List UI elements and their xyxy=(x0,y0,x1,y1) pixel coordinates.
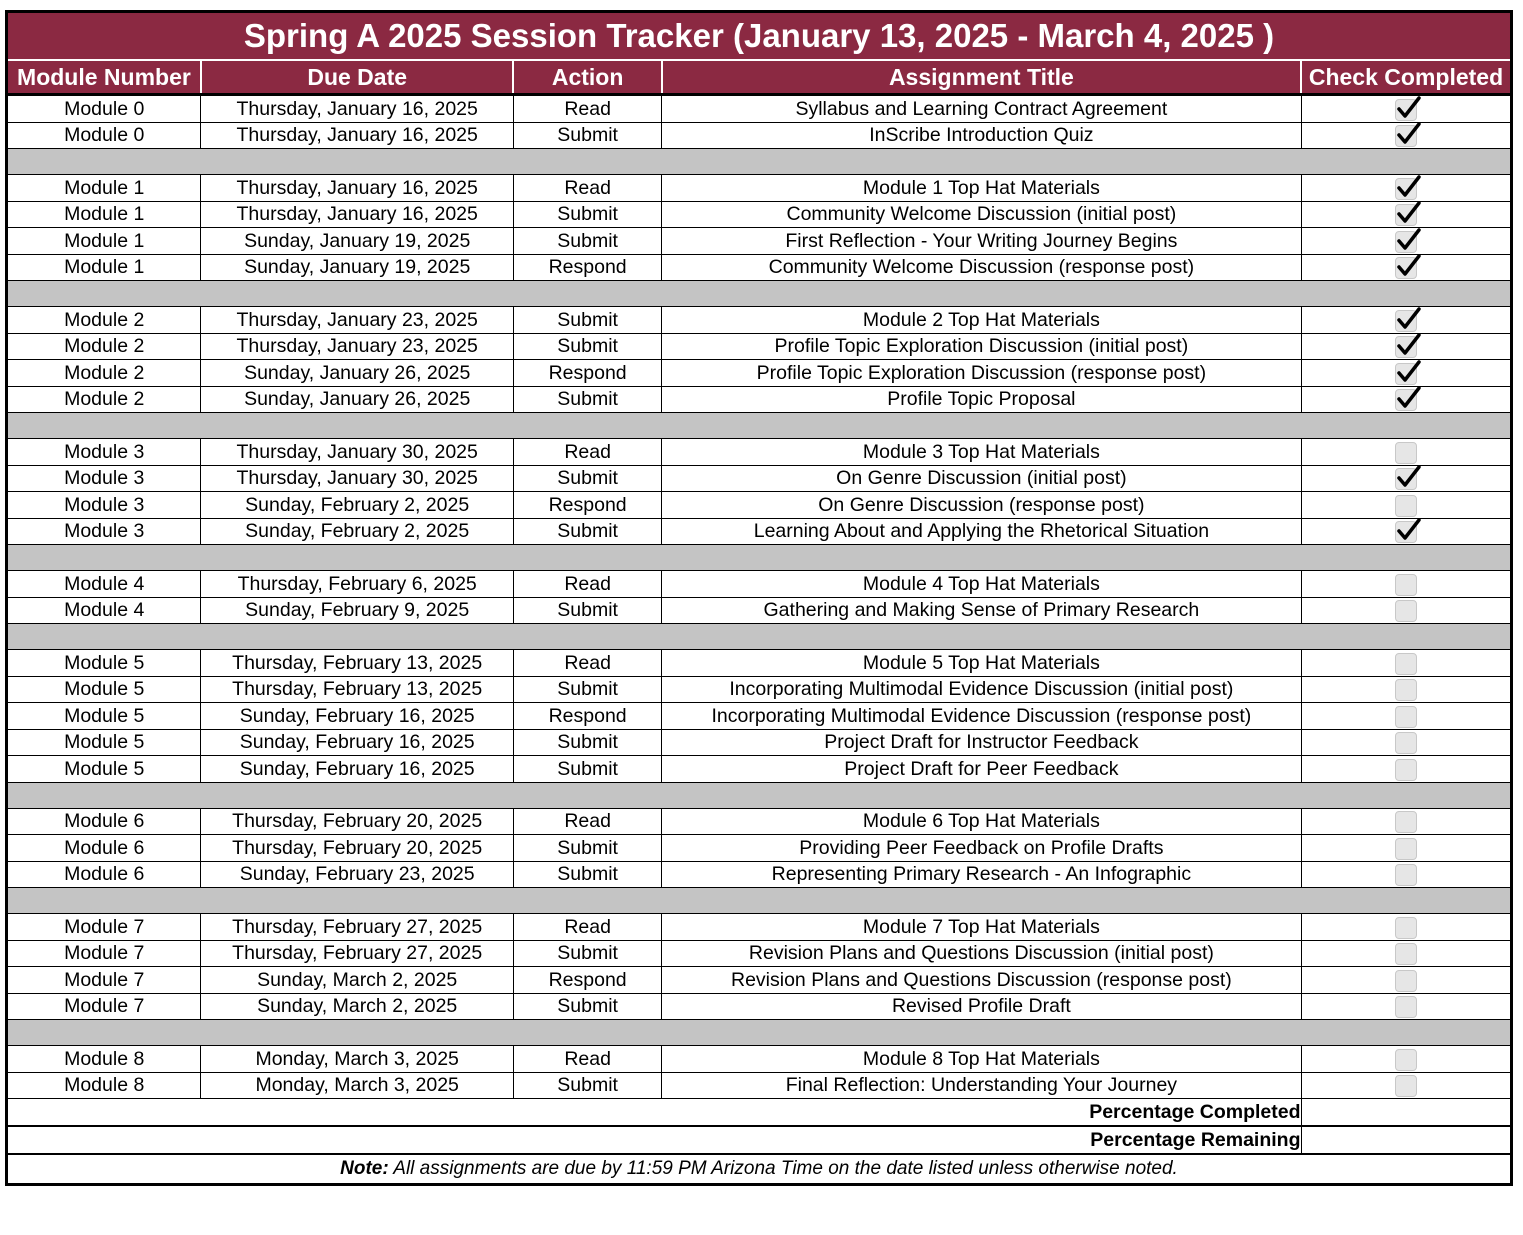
table-row xyxy=(7,307,1512,334)
completed-checkbox[interactable] xyxy=(1395,811,1417,833)
due-date-cell: Sunday, January 26, 2025 xyxy=(201,386,514,413)
checkmark-icon xyxy=(1396,175,1422,200)
completed-checkbox[interactable] xyxy=(1395,996,1417,1018)
completed-checkbox[interactable] xyxy=(1395,442,1417,464)
module-number-cell: Module 4 xyxy=(7,571,201,598)
percentage-completed-label: Percentage Completed xyxy=(7,1099,1302,1127)
checkmark-icon xyxy=(1396,201,1422,226)
due-date-cell: Sunday, March 2, 2025 xyxy=(201,993,514,1020)
action-cell: Submit xyxy=(513,465,661,492)
table-row xyxy=(7,835,1512,862)
check-completed-cell xyxy=(1301,518,1512,545)
module-separator xyxy=(7,888,1512,914)
completed-checkbox[interactable] xyxy=(1395,231,1417,253)
action-cell: Respond xyxy=(513,967,661,994)
column-header-assignment-title: Assignment Title xyxy=(662,60,1301,95)
check-completed-cell xyxy=(1301,967,1512,994)
module-number-cell: Module 1 xyxy=(7,254,201,281)
note-text: All assignments are due by 11:59 PM Arizona Time on the date listed unless otherwise noted. xyxy=(388,1158,1178,1179)
completed-checkbox[interactable] xyxy=(1395,521,1417,543)
table-row xyxy=(7,940,1512,967)
check-completed-cell xyxy=(1301,175,1512,202)
completed-checkbox[interactable] xyxy=(1395,495,1417,517)
module-number-cell: Module 5 xyxy=(7,676,201,703)
due-date-cell: Thursday, February 20, 2025 xyxy=(201,808,514,835)
table-row xyxy=(7,1046,1512,1073)
module-number-cell: Module 6 xyxy=(7,808,201,835)
action-cell: Submit xyxy=(513,333,661,360)
module-separator-row xyxy=(7,782,1512,808)
module-separator-row xyxy=(7,1020,1512,1046)
table-row xyxy=(7,492,1512,519)
completed-checkbox[interactable] xyxy=(1395,310,1417,332)
module-number-cell: Module 2 xyxy=(7,333,201,360)
assignment-title-cell: Module 7 Top Hat Materials xyxy=(662,914,1301,941)
action-cell: Read xyxy=(513,571,661,598)
action-cell: Submit xyxy=(513,307,661,334)
module-number-cell: Module 2 xyxy=(7,386,201,413)
action-cell: Submit xyxy=(513,676,661,703)
completed-checkbox[interactable] xyxy=(1395,653,1417,675)
check-completed-cell xyxy=(1301,597,1512,624)
check-completed-cell xyxy=(1301,201,1512,228)
check-completed-cell xyxy=(1301,254,1512,281)
module-separator-row xyxy=(7,545,1512,571)
note xyxy=(7,1154,1512,1185)
check-completed-cell xyxy=(1301,650,1512,677)
module-number-cell: Module 1 xyxy=(7,175,201,202)
due-date-cell: Thursday, January 16, 2025 xyxy=(201,95,514,123)
note-row xyxy=(7,1154,1512,1185)
check-completed-cell xyxy=(1301,228,1512,255)
action-cell: Read xyxy=(513,914,661,941)
assignment-title-cell: Profile Topic Exploration Discussion (response post) xyxy=(662,360,1301,387)
table-row xyxy=(7,175,1512,202)
action-cell: Submit xyxy=(513,201,661,228)
due-date-cell: Thursday, January 16, 2025 xyxy=(201,175,514,202)
checkmark-icon xyxy=(1396,360,1422,385)
column-header-module: Module Number xyxy=(7,60,201,95)
completed-checkbox[interactable] xyxy=(1395,838,1417,860)
assignment-title-cell: Profile Topic Proposal xyxy=(662,386,1301,413)
check-completed-cell xyxy=(1301,835,1512,862)
action-cell: Submit xyxy=(513,940,661,967)
assignment-title-cell: Learning About and Applying the Rhetorical Situation xyxy=(662,518,1301,545)
completed-checkbox[interactable] xyxy=(1395,600,1417,622)
table-row xyxy=(7,676,1512,703)
action-cell: Submit xyxy=(513,1072,661,1099)
action-cell: Read xyxy=(513,1046,661,1073)
module-separator-row xyxy=(7,281,1512,307)
check-completed-cell xyxy=(1301,703,1512,730)
completed-checkbox[interactable] xyxy=(1395,363,1417,385)
check-completed-cell xyxy=(1301,360,1512,387)
action-cell: Respond xyxy=(513,254,661,281)
module-number-cell: Module 8 xyxy=(7,1072,201,1099)
action-cell: Read xyxy=(513,175,661,202)
module-number-cell: Module 3 xyxy=(7,465,201,492)
module-number-cell: Module 7 xyxy=(7,993,201,1020)
due-date-cell: Sunday, February 2, 2025 xyxy=(201,518,514,545)
table-row xyxy=(7,914,1512,941)
module-number-cell: Module 4 xyxy=(7,597,201,624)
table-row xyxy=(7,967,1512,994)
module-number-cell: Module 2 xyxy=(7,360,201,387)
action-cell: Respond xyxy=(513,492,661,519)
percentage-remaining-row xyxy=(7,1126,1512,1154)
module-number-cell: Module 7 xyxy=(7,914,201,941)
check-completed-cell xyxy=(1301,122,1512,149)
module-number-cell: Module 7 xyxy=(7,940,201,967)
checkmark-icon xyxy=(1396,307,1422,332)
action-cell: Submit xyxy=(513,228,661,255)
due-date-cell: Thursday, February 20, 2025 xyxy=(201,835,514,862)
table-row xyxy=(7,386,1512,413)
due-date-cell: Sunday, February 23, 2025 xyxy=(201,861,514,888)
due-date-cell: Thursday, January 16, 2025 xyxy=(201,122,514,149)
assignment-title-cell: Module 1 Top Hat Materials xyxy=(662,175,1301,202)
action-cell: Read xyxy=(513,439,661,466)
table-row xyxy=(7,518,1512,545)
tracker-body xyxy=(7,95,1512,1099)
due-date-cell: Sunday, January 19, 2025 xyxy=(201,228,514,255)
assignment-title-cell: Revision Plans and Questions Discussion (initial post) xyxy=(662,940,1301,967)
due-date-cell: Sunday, February 2, 2025 xyxy=(201,492,514,519)
completed-checkbox[interactable] xyxy=(1395,1049,1417,1071)
assignment-title-cell: Project Draft for Peer Feedback xyxy=(662,756,1301,783)
check-completed-cell xyxy=(1301,676,1512,703)
completed-checkbox[interactable] xyxy=(1395,679,1417,701)
module-number-cell: Module 3 xyxy=(7,439,201,466)
checkmark-icon xyxy=(1396,228,1422,253)
module-separator xyxy=(7,545,1512,571)
check-completed-cell xyxy=(1301,95,1512,123)
action-cell: Submit xyxy=(513,122,661,149)
checkmark-icon xyxy=(1396,518,1422,543)
check-completed-cell xyxy=(1301,729,1512,756)
module-number-cell: Module 3 xyxy=(7,492,201,519)
table-row xyxy=(7,439,1512,466)
due-date-cell: Thursday, January 23, 2025 xyxy=(201,333,514,360)
module-number-cell: Module 1 xyxy=(7,201,201,228)
action-cell: Submit xyxy=(513,386,661,413)
table-row xyxy=(7,201,1512,228)
table-row xyxy=(7,571,1512,598)
due-date-cell: Thursday, February 27, 2025 xyxy=(201,940,514,967)
due-date-cell: Sunday, February 9, 2025 xyxy=(201,597,514,624)
completed-checkbox[interactable] xyxy=(1395,706,1417,728)
table-row xyxy=(7,729,1512,756)
due-date-cell: Sunday, January 19, 2025 xyxy=(201,254,514,281)
action-cell: Submit xyxy=(513,993,661,1020)
assignment-title-cell: Module 2 Top Hat Materials xyxy=(662,307,1301,334)
column-header-row xyxy=(7,60,1512,95)
column-header-due-date: Due Date xyxy=(201,60,514,95)
note-label: Note: xyxy=(340,1158,389,1179)
table-row xyxy=(7,756,1512,783)
table-row xyxy=(7,360,1512,387)
assignment-title-cell: Community Welcome Discussion (response post) xyxy=(662,254,1301,281)
module-separator xyxy=(7,149,1512,175)
due-date-cell: Thursday, February 6, 2025 xyxy=(201,571,514,598)
table-row xyxy=(7,333,1512,360)
table-row xyxy=(7,465,1512,492)
action-cell: Submit xyxy=(513,518,661,545)
checkmark-icon xyxy=(1396,95,1422,121)
module-separator xyxy=(7,782,1512,808)
due-date-cell: Thursday, January 16, 2025 xyxy=(201,201,514,228)
assignment-title-cell: InScribe Introduction Quiz xyxy=(662,122,1301,149)
due-date-cell: Sunday, February 16, 2025 xyxy=(201,703,514,730)
module-separator xyxy=(7,281,1512,307)
check-completed-cell xyxy=(1301,492,1512,519)
action-cell: Submit xyxy=(513,756,661,783)
percentage-remaining-value xyxy=(1301,1126,1512,1154)
table-row xyxy=(7,1072,1512,1099)
check-completed-cell xyxy=(1301,756,1512,783)
due-date-cell: Sunday, January 26, 2025 xyxy=(201,360,514,387)
completed-checkbox[interactable] xyxy=(1395,257,1417,279)
check-completed-cell xyxy=(1301,808,1512,835)
assignment-title-cell: Community Welcome Discussion (initial post) xyxy=(662,201,1301,228)
completed-checkbox[interactable] xyxy=(1395,917,1417,939)
assignment-title-cell: Providing Peer Feedback on Profile Drafts xyxy=(662,835,1301,862)
completed-checkbox[interactable] xyxy=(1395,178,1417,200)
check-completed-cell xyxy=(1301,439,1512,466)
completed-checkbox[interactable] xyxy=(1395,204,1417,226)
action-cell: Read xyxy=(513,650,661,677)
table-row xyxy=(7,650,1512,677)
completed-checkbox[interactable] xyxy=(1395,389,1417,411)
tracker-title: Spring A 2025 Session Tracker (January 13, 2025 - March 4, 2025 ) xyxy=(7,12,1512,61)
module-number-cell: Module 3 xyxy=(7,518,201,545)
module-number-cell: Module 2 xyxy=(7,307,201,334)
module-separator xyxy=(7,413,1512,439)
completed-checkbox[interactable] xyxy=(1395,732,1417,754)
completed-checkbox[interactable] xyxy=(1395,864,1417,886)
check-completed-cell xyxy=(1301,465,1512,492)
due-date-cell: Thursday, February 13, 2025 xyxy=(201,676,514,703)
assignment-title-cell: Module 5 Top Hat Materials xyxy=(662,650,1301,677)
assignment-title-cell: On Genre Discussion (initial post) xyxy=(662,465,1301,492)
module-separator-row xyxy=(7,888,1512,914)
action-cell: Submit xyxy=(513,861,661,888)
completed-checkbox[interactable] xyxy=(1395,943,1417,965)
due-date-cell: Monday, March 3, 2025 xyxy=(201,1046,514,1073)
due-date-cell: Thursday, January 30, 2025 xyxy=(201,439,514,466)
due-date-cell: Sunday, February 16, 2025 xyxy=(201,729,514,756)
assignment-title-cell: Module 6 Top Hat Materials xyxy=(662,808,1301,835)
session-tracker-table xyxy=(5,10,1513,1186)
assignment-title-cell: Syllabus and Learning Contract Agreement xyxy=(662,95,1301,123)
module-number-cell: Module 1 xyxy=(7,228,201,255)
module-number-cell: Module 5 xyxy=(7,650,201,677)
percentage-completed-row xyxy=(7,1099,1512,1127)
completed-checkbox[interactable] xyxy=(1395,970,1417,992)
due-date-cell: Monday, March 3, 2025 xyxy=(201,1072,514,1099)
assignment-title-cell: Incorporating Multimodal Evidence Discussion (initial post) xyxy=(662,676,1301,703)
due-date-cell: Thursday, January 23, 2025 xyxy=(201,307,514,334)
assignment-title-cell: Module 8 Top Hat Materials xyxy=(662,1046,1301,1073)
completed-checkbox[interactable] xyxy=(1395,125,1417,147)
title-row xyxy=(7,12,1512,61)
assignment-title-cell: Representing Primary Research - An Infographic xyxy=(662,861,1301,888)
checkmark-icon xyxy=(1396,254,1422,279)
assignment-title-cell: Profile Topic Exploration Discussion (initial post) xyxy=(662,333,1301,360)
module-separator-row xyxy=(7,149,1512,175)
assignment-title-cell: Module 4 Top Hat Materials xyxy=(662,571,1301,598)
assignment-title-cell: Revised Profile Draft xyxy=(662,993,1301,1020)
module-number-cell: Module 0 xyxy=(7,95,201,123)
assignment-title-cell: Project Draft for Instructor Feedback xyxy=(662,729,1301,756)
module-number-cell: Module 8 xyxy=(7,1046,201,1073)
action-cell: Read xyxy=(513,808,661,835)
check-completed-cell xyxy=(1301,914,1512,941)
table-row xyxy=(7,254,1512,281)
check-completed-cell xyxy=(1301,861,1512,888)
module-separator xyxy=(7,1020,1512,1046)
due-date-cell: Sunday, February 16, 2025 xyxy=(201,756,514,783)
table-row xyxy=(7,95,1512,123)
column-header-action: Action xyxy=(513,60,661,95)
table-row xyxy=(7,808,1512,835)
table-row xyxy=(7,122,1512,149)
completed-checkbox[interactable] xyxy=(1395,759,1417,781)
assignment-title-cell: Gathering and Making Sense of Primary Research xyxy=(662,597,1301,624)
percentage-remaining-label: Percentage Remaining xyxy=(7,1126,1302,1154)
assignment-title-cell: Final Reflection: Understanding Your Journey xyxy=(662,1072,1301,1099)
checkmark-icon xyxy=(1396,465,1422,490)
assignment-title-cell: Incorporating Multimodal Evidence Discussion (response post) xyxy=(662,703,1301,730)
check-completed-cell xyxy=(1301,307,1512,334)
table-row xyxy=(7,993,1512,1020)
assignment-title-cell: Revision Plans and Questions Discussion (response post) xyxy=(662,967,1301,994)
module-number-cell: Module 0 xyxy=(7,122,201,149)
check-completed-cell xyxy=(1301,940,1512,967)
module-number-cell: Module 6 xyxy=(7,861,201,888)
check-completed-cell xyxy=(1301,1072,1512,1099)
module-number-cell: Module 7 xyxy=(7,967,201,994)
module-number-cell: Module 5 xyxy=(7,703,201,730)
due-date-cell: Thursday, February 27, 2025 xyxy=(201,914,514,941)
module-number-cell: Module 6 xyxy=(7,835,201,862)
column-header-check-completed: Check Completed xyxy=(1301,60,1512,95)
table-row xyxy=(7,703,1512,730)
assignment-title-cell: Module 3 Top Hat Materials xyxy=(662,439,1301,466)
table-row xyxy=(7,861,1512,888)
checkmark-icon xyxy=(1396,333,1422,358)
check-completed-cell xyxy=(1301,993,1512,1020)
action-cell: Submit xyxy=(513,729,661,756)
module-separator xyxy=(7,624,1512,650)
action-cell: Submit xyxy=(513,597,661,624)
module-separator-row xyxy=(7,413,1512,439)
due-date-cell: Sunday, March 2, 2025 xyxy=(201,967,514,994)
completed-checkbox[interactable] xyxy=(1395,99,1417,121)
completed-checkbox[interactable] xyxy=(1395,1075,1417,1097)
action-cell: Read xyxy=(513,95,661,123)
action-cell: Submit xyxy=(513,835,661,862)
completed-checkbox[interactable] xyxy=(1395,574,1417,596)
check-completed-cell xyxy=(1301,333,1512,360)
check-completed-cell xyxy=(1301,571,1512,598)
percentage-completed-value xyxy=(1301,1099,1512,1127)
checkmark-icon xyxy=(1396,386,1422,411)
action-cell: Respond xyxy=(513,703,661,730)
assignment-title-cell: On Genre Discussion (response post) xyxy=(662,492,1301,519)
due-date-cell: Thursday, January 30, 2025 xyxy=(201,465,514,492)
check-completed-cell xyxy=(1301,1046,1512,1073)
table-row xyxy=(7,597,1512,624)
completed-checkbox[interactable] xyxy=(1395,468,1417,490)
table-row xyxy=(7,228,1512,255)
action-cell: Respond xyxy=(513,360,661,387)
assignment-title-cell: First Reflection - Your Writing Journey Begins xyxy=(662,228,1301,255)
module-number-cell: Module 5 xyxy=(7,729,201,756)
module-number-cell: Module 5 xyxy=(7,756,201,783)
due-date-cell: Thursday, February 13, 2025 xyxy=(201,650,514,677)
checkmark-icon xyxy=(1396,122,1422,147)
check-completed-cell xyxy=(1301,386,1512,413)
module-separator-row xyxy=(7,624,1512,650)
completed-checkbox[interactable] xyxy=(1395,336,1417,358)
